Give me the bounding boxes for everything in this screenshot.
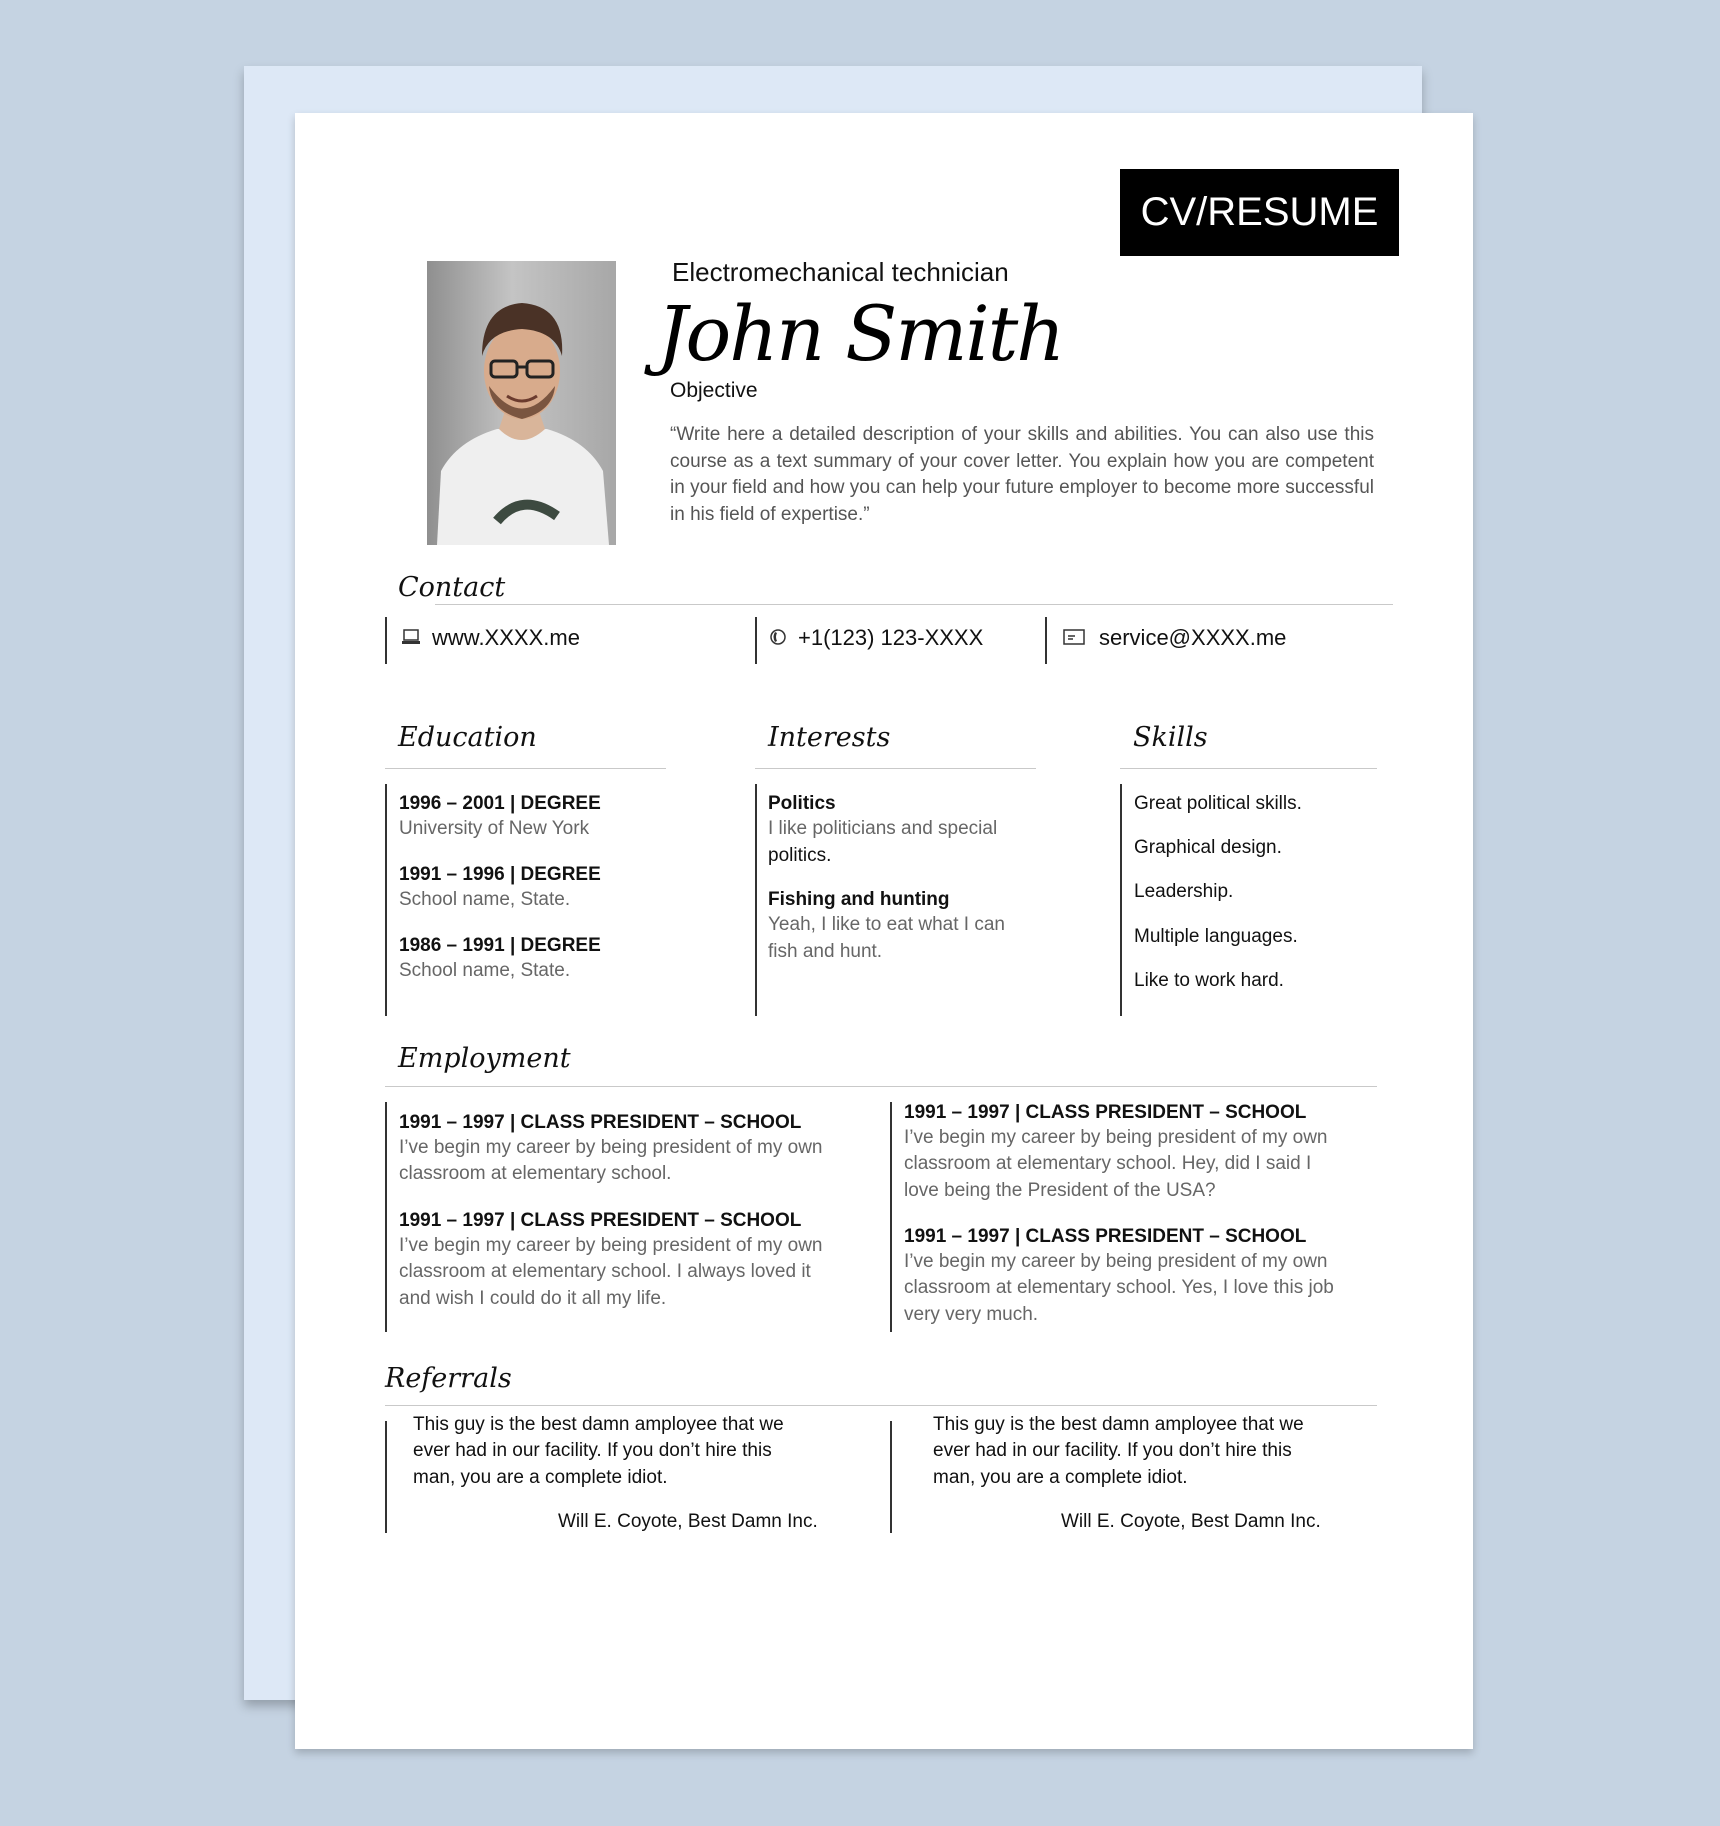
interest-item-text: fish and hunt.	[768, 941, 883, 962]
employment-item-text: classroom at elementary school. I always loved it	[399, 1261, 811, 1282]
employment-item-text: classroom at elementary school. Hey, did I said I	[904, 1153, 1312, 1174]
education-item-head: 1986 – 1991 | DEGREE	[399, 935, 601, 956]
education-item-head: 1991 – 1996 | DEGREE	[399, 864, 601, 885]
employment-divider	[385, 1086, 1377, 1087]
skills-divider	[1120, 768, 1377, 769]
objective-text: “Write here a detailed description of your skills and abilities. You can also use this course as a text summary of your cover letter. You explain how you are competent in your field and how you can help your future employer to become more successful in his field of expertise.”	[670, 424, 1374, 525]
contact-title: Contact	[398, 572, 506, 603]
interest-item-text: I like politicians and special	[768, 818, 998, 839]
employment-item-text: love being the President of the USA?	[904, 1180, 1216, 1201]
education-bar	[385, 784, 387, 1016]
interest-item-head: Fishing and hunting	[768, 889, 950, 910]
education-item-sub: School name, State.	[399, 960, 571, 981]
interest-item-head: Politics	[768, 793, 836, 814]
referral-text: man, you are a complete idiot.	[933, 1467, 1188, 1488]
envelope-icon	[1063, 629, 1085, 645]
employment-item-head: 1991 – 1997 | CLASS PRESIDENT – SCHOOL	[399, 1112, 802, 1133]
job-title: Electromechanical technician	[672, 257, 1009, 287]
referral-text: ever had in our facility. If you don’t hire this	[413, 1440, 772, 1461]
objective-label: Objective	[670, 379, 758, 402]
interest-item-text: politics.	[768, 845, 832, 866]
employment-item-head: 1991 – 1997 | CLASS PRESIDENT – SCHOOL	[904, 1102, 1307, 1123]
employment-item-head: 1991 – 1997 | CLASS PRESIDENT – SCHOOL	[904, 1226, 1307, 1247]
employment-item-text: I’ve begin my career by being president of my own	[399, 1235, 823, 1256]
employment-item-text: and wish I could do it all my life.	[399, 1288, 667, 1309]
referral-bar	[385, 1421, 387, 1533]
employment-item-text: I’ve begin my career by being president of my own	[904, 1127, 1328, 1148]
referral-text: ever had in our facility. If you don’t hire this	[933, 1440, 1292, 1461]
employment-item-text: I’ve begin my career by being president of my own	[399, 1137, 823, 1158]
employment-item-text: very very much.	[904, 1304, 1039, 1325]
phone-icon	[769, 628, 787, 646]
skill-item: Like to work hard.	[1134, 970, 1284, 991]
portrait-image	[427, 261, 616, 545]
referral-text: man, you are a complete idiot.	[413, 1467, 668, 1488]
skill-item: Leadership.	[1134, 881, 1234, 902]
referral-bar	[890, 1421, 892, 1533]
referral-text: This guy is the best damn amployee that we	[413, 1414, 784, 1435]
interests-divider	[755, 768, 1036, 769]
education-item-head: 1996 – 2001 | DEGREE	[399, 793, 601, 814]
candidate-name: John Smith	[657, 289, 1064, 378]
profile-photo	[427, 261, 616, 545]
employment-title: Employment	[398, 1043, 571, 1074]
skill-item: Great political skills.	[1134, 793, 1302, 814]
education-item-sub: University of New York	[399, 818, 590, 839]
education-item-sub: School name, State.	[399, 889, 571, 910]
employment-item-text: classroom at elementary school.	[399, 1163, 672, 1184]
skills-bar	[1120, 784, 1122, 1016]
contact-bar	[385, 617, 387, 664]
interests-bar	[755, 784, 757, 1016]
cv-resume-badge: CV/RESUME	[1120, 169, 1399, 256]
skills-title: Skills	[1133, 722, 1208, 753]
referral-author: Will E. Coyote, Best Damn Inc.	[558, 1511, 818, 1532]
education-title: Education	[398, 722, 537, 753]
employment-item-text: I’ve begin my career by being president of my own	[904, 1251, 1328, 1272]
referrals-divider	[385, 1405, 1377, 1406]
contact-divider	[435, 604, 1393, 605]
skill-item: Graphical design.	[1134, 837, 1282, 858]
employment-item-text: classroom at elementary school. Yes, I love this job	[904, 1277, 1334, 1298]
employment-bar	[890, 1102, 892, 1332]
resume-page	[295, 113, 1473, 1749]
employment-item-head: 1991 – 1997 | CLASS PRESIDENT – SCHOOL	[399, 1210, 802, 1231]
contact-email[interactable]: service@XXXX.me	[1099, 625, 1287, 650]
employment-bar	[385, 1102, 387, 1332]
interest-item-text: Yeah, I like to eat what I can	[768, 914, 1005, 935]
referral-text: This guy is the best damn amployee that we	[933, 1414, 1304, 1435]
contact-bar	[755, 617, 757, 664]
interests-title: Interests	[768, 722, 891, 753]
skill-item: Multiple languages.	[1134, 926, 1298, 947]
education-divider	[385, 768, 666, 769]
referrals-title: Referrals	[385, 1363, 512, 1394]
referral-author: Will E. Coyote, Best Damn Inc.	[1061, 1511, 1321, 1532]
contact-bar	[1045, 617, 1047, 664]
contact-website[interactable]: www.XXXX.me	[432, 625, 580, 650]
laptop-icon	[401, 629, 421, 645]
contact-phone[interactable]: +1(123) 123-XXXX	[798, 625, 984, 650]
